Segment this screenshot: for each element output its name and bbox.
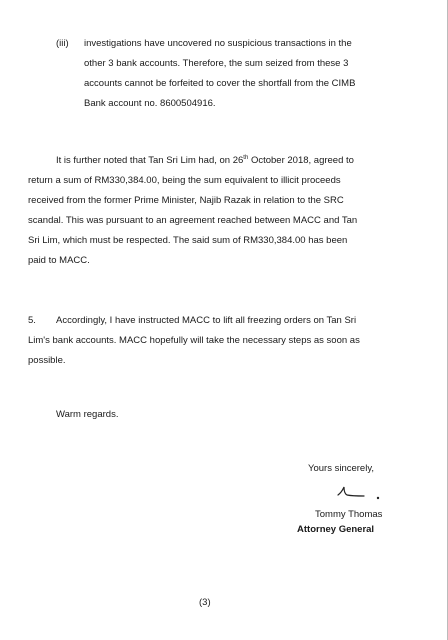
para2-line-1: It is further noted that Tan Sri Lim had, on 26th October 2018, agreed to [56, 154, 354, 166]
para2-line-5: Sri Lim, which must be respected. The said sum of RM330,384.00 has been [28, 235, 348, 246]
signatory-name: Tommy Thomas [315, 509, 383, 520]
item-iii-line-1: investigations have uncovered no suspicious transactions in the [84, 38, 352, 49]
para2-line-6: paid to MACC. [28, 255, 90, 266]
para5-line-3: possible. [28, 355, 66, 366]
item-iii-line-2: other 3 bank accounts. Therefore, the sum seized from these 3 [84, 58, 349, 69]
item-iii-line-3: accounts cannot be forfeited to cover the shortfall from the CIMB [84, 78, 356, 89]
para5-line-2: Lim's bank accounts. MACC hopefully will take the necessary steps as soon as [28, 335, 360, 346]
item-iii-marker: (iii) [56, 38, 69, 49]
para2-line-3: received from the former Prime Minister, Najib Razak in relation to the SRC [28, 195, 344, 206]
para2-line-4: scandal. This was pursuant to an agreement reached between MACC and Tan [28, 215, 358, 226]
sign-off: Yours sincerely, [308, 463, 375, 474]
para2-line-2: return a sum of RM330,384.00, being the sum equivalent to illicit proceeds [28, 175, 341, 186]
handwritten-signature [334, 485, 384, 505]
signatory-title: Attorney General [297, 524, 375, 535]
page-number: (3) [199, 597, 211, 608]
item-iii-line-4: Bank account no. 8600504916. [84, 98, 216, 109]
greeting: Warm regards. [56, 409, 119, 420]
para5-line-1: Accordingly, I have instructed MACC to lift all freezing orders on Tan Sri [56, 315, 357, 326]
para5-number: 5. [28, 315, 36, 326]
